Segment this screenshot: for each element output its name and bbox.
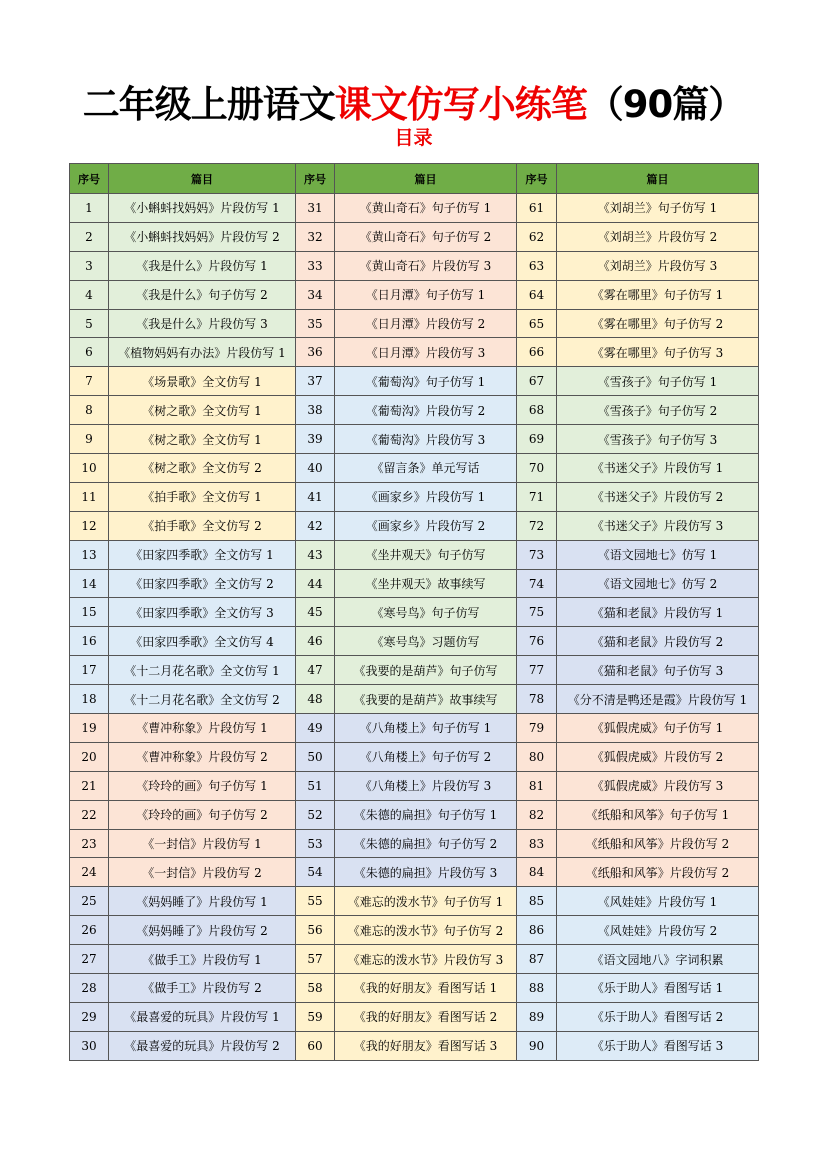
entry-number: 41 <box>296 482 335 511</box>
entry-title: 《猫和老鼠》片段仿写 2 <box>557 627 759 656</box>
table-row <box>70 858 759 887</box>
entry-title: 《纸船和风筝》片段仿写 2 <box>557 829 759 858</box>
entry-title: 《我是什么》句子仿写 2 <box>109 280 296 309</box>
entry-title: 《田家四季歌》全文仿写 2 <box>109 569 296 598</box>
table-row <box>70 1031 759 1060</box>
entry-number: 25 <box>70 887 109 916</box>
entry-number: 53 <box>296 829 335 858</box>
entry-title: 《乐于助人》看图写话 2 <box>557 1002 759 1031</box>
entry-title: 《日月潭》片段仿写 2 <box>335 309 517 338</box>
entry-number: 84 <box>517 858 557 887</box>
entry-title: 《葡萄沟》片段仿写 3 <box>335 425 517 454</box>
entry-title: 《树之歌》全文仿写 1 <box>109 396 296 425</box>
entry-number: 20 <box>70 742 109 771</box>
table-row <box>70 482 759 511</box>
table-row <box>70 540 759 569</box>
header-title: 篇目 <box>557 164 759 194</box>
entry-title: 《书迷父子》片段仿写 3 <box>557 511 759 540</box>
table-row <box>70 338 759 367</box>
entry-number: 63 <box>517 251 557 280</box>
table-row <box>70 916 759 945</box>
entry-number: 1 <box>70 194 109 223</box>
entry-title: 《我要的是葫芦》句子仿写 <box>335 656 517 685</box>
entry-title: 《书迷父子》片段仿写 2 <box>557 482 759 511</box>
title-tail: （90篇） <box>586 83 745 126</box>
entry-number: 30 <box>70 1031 109 1060</box>
table-row <box>70 742 759 771</box>
entry-title: 《做手工》片段仿写 1 <box>109 945 296 974</box>
entry-number: 87 <box>517 945 557 974</box>
toc-table <box>69 163 759 1061</box>
entry-title: 《雾在哪里》句子仿写 1 <box>557 280 759 309</box>
entry-title: 《我是什么》片段仿写 1 <box>109 251 296 280</box>
header-title: 篇目 <box>109 164 296 194</box>
entry-title: 《画家乡》片段仿写 1 <box>335 482 517 511</box>
entry-title: 《拍手歌》全文仿写 2 <box>109 511 296 540</box>
entry-title: 《寒号鸟》句子仿写 <box>335 598 517 627</box>
entry-number: 49 <box>296 714 335 743</box>
entry-number: 72 <box>517 511 557 540</box>
entry-number: 81 <box>517 771 557 800</box>
entry-number: 48 <box>296 685 335 714</box>
entry-number: 67 <box>517 367 557 396</box>
entry-number: 12 <box>70 511 109 540</box>
entry-number: 47 <box>296 656 335 685</box>
table-row <box>70 280 759 309</box>
entry-number: 64 <box>517 280 557 309</box>
entry-number: 70 <box>517 454 557 483</box>
entry-number: 54 <box>296 858 335 887</box>
entry-title: 《画家乡》片段仿写 2 <box>335 511 517 540</box>
header-num: 序号 <box>296 164 335 194</box>
entry-title: 《拍手歌》全文仿写 1 <box>109 482 296 511</box>
entry-title: 《坐井观天》故事续写 <box>335 569 517 598</box>
entry-title: 《小蝌蚪找妈妈》片段仿写 2 <box>109 222 296 251</box>
entry-number: 2 <box>70 222 109 251</box>
table-row <box>70 627 759 656</box>
entry-number: 22 <box>70 800 109 829</box>
entry-number: 62 <box>517 222 557 251</box>
entry-title: 《刘胡兰》句子仿写 1 <box>557 194 759 223</box>
entry-title: 《田家四季歌》全文仿写 3 <box>109 598 296 627</box>
entry-number: 50 <box>296 742 335 771</box>
entry-title: 《朱德的扁担》句子仿写 1 <box>335 800 517 829</box>
entry-number: 82 <box>517 800 557 829</box>
toc-subtitle: 目录 <box>394 127 433 149</box>
table-row <box>70 194 759 223</box>
entry-title: 《玲玲的画》句子仿写 1 <box>109 771 296 800</box>
entry-number: 90 <box>517 1031 557 1060</box>
entry-title: 《我的好朋友》看图写话 2 <box>335 1002 517 1031</box>
entry-number: 17 <box>70 656 109 685</box>
entry-number: 29 <box>70 1002 109 1031</box>
entry-title: 《难忘的泼水节》句子仿写 2 <box>335 916 517 945</box>
entry-number: 56 <box>296 916 335 945</box>
entry-title: 《一封信》片段仿写 2 <box>109 858 296 887</box>
entry-number: 55 <box>296 887 335 916</box>
entry-number: 60 <box>296 1031 335 1060</box>
entry-number: 44 <box>296 569 335 598</box>
table-row <box>70 945 759 974</box>
entry-number: 34 <box>296 280 335 309</box>
table-row <box>70 974 759 1003</box>
entry-number: 9 <box>70 425 109 454</box>
entry-title: 《留言条》单元写话 <box>335 454 517 483</box>
title-red: 课文仿写小练笔 <box>334 83 587 126</box>
entry-number: 57 <box>296 945 335 974</box>
table-row <box>70 656 759 685</box>
entry-title: 《难忘的泼水节》片段仿写 3 <box>335 945 517 974</box>
entry-number: 39 <box>296 425 335 454</box>
table-row <box>70 771 759 800</box>
entry-number: 13 <box>70 540 109 569</box>
entry-title: 《黄山奇石》句子仿写 2 <box>335 222 517 251</box>
entry-number: 36 <box>296 338 335 367</box>
entry-title: 《雪孩子》句子仿写 1 <box>557 367 759 396</box>
entry-title: 《纸船和风筝》句子仿写 1 <box>557 800 759 829</box>
entry-title: 《曹冲称象》片段仿写 1 <box>109 714 296 743</box>
table-row <box>70 511 759 540</box>
entry-number: 26 <box>70 916 109 945</box>
entry-number: 80 <box>517 742 557 771</box>
entry-title: 《狐假虎威》片段仿写 2 <box>557 742 759 771</box>
entry-title: 《我的好朋友》看图写话 1 <box>335 974 517 1003</box>
table-row <box>70 598 759 627</box>
entry-number: 19 <box>70 714 109 743</box>
entry-number: 77 <box>517 656 557 685</box>
entry-title: 《小蝌蚪找妈妈》片段仿写 1 <box>109 194 296 223</box>
entry-number: 46 <box>296 627 335 656</box>
table-row <box>70 829 759 858</box>
entry-number: 85 <box>517 887 557 916</box>
entry-number: 79 <box>517 714 557 743</box>
entry-title: 《做手工》片段仿写 2 <box>109 974 296 1003</box>
entry-number: 6 <box>70 338 109 367</box>
entry-number: 32 <box>296 222 335 251</box>
table-row <box>70 222 759 251</box>
table-row <box>70 685 759 714</box>
entry-title: 《书迷父子》片段仿写 1 <box>557 454 759 483</box>
entry-title: 《分不清是鸭还是霞》片段仿写 1 <box>557 685 759 714</box>
entry-number: 51 <box>296 771 335 800</box>
entry-title: 《我要的是葫芦》故事续写 <box>335 685 517 714</box>
title-black: 二年级上册语文 <box>82 83 335 126</box>
entry-number: 76 <box>517 627 557 656</box>
entry-number: 18 <box>70 685 109 714</box>
entry-title: 《葡萄沟》片段仿写 2 <box>335 396 517 425</box>
entry-number: 58 <box>296 974 335 1003</box>
entry-number: 74 <box>517 569 557 598</box>
entry-title: 《妈妈睡了》片段仿写 2 <box>109 916 296 945</box>
entry-title: 《语文园地八》字词积累 <box>557 945 759 974</box>
header-num: 序号 <box>70 164 109 194</box>
entry-title: 《雪孩子》句子仿写 3 <box>557 425 759 454</box>
entry-title: 《妈妈睡了》片段仿写 1 <box>109 887 296 916</box>
entry-title: 《乐于助人》看图写话 1 <box>557 974 759 1003</box>
table-row <box>70 425 759 454</box>
entry-number: 88 <box>517 974 557 1003</box>
entry-title: 《风娃娃》片段仿写 1 <box>557 887 759 916</box>
table-row <box>70 251 759 280</box>
entry-number: 59 <box>296 1002 335 1031</box>
entry-number: 24 <box>70 858 109 887</box>
entry-number: 37 <box>296 367 335 396</box>
entry-title: 《狐假虎威》片段仿写 3 <box>557 771 759 800</box>
table-row <box>70 367 759 396</box>
entry-title: 《植物妈妈有办法》片段仿写 1 <box>109 338 296 367</box>
entry-title: 《最喜爱的玩具》片段仿写 2 <box>109 1031 296 1060</box>
entry-number: 42 <box>296 511 335 540</box>
entry-title: 《语文园地七》仿写 1 <box>557 540 759 569</box>
entry-title: 《刘胡兰》片段仿写 3 <box>557 251 759 280</box>
table-row <box>70 800 759 829</box>
entry-number: 16 <box>70 627 109 656</box>
entry-number: 65 <box>517 309 557 338</box>
entry-title: 《难忘的泼水节》句子仿写 1 <box>335 887 517 916</box>
entry-title: 《语文园地七》仿写 2 <box>557 569 759 598</box>
entry-title: 《黄山奇石》片段仿写 3 <box>335 251 517 280</box>
entry-number: 4 <box>70 280 109 309</box>
entry-number: 66 <box>517 338 557 367</box>
entry-number: 23 <box>70 829 109 858</box>
entry-title: 《朱德的扁担》句子仿写 2 <box>335 829 517 858</box>
entry-title: 《葡萄沟》句子仿写 1 <box>335 367 517 396</box>
entry-number: 33 <box>296 251 335 280</box>
entry-number: 69 <box>517 425 557 454</box>
table-row <box>70 309 759 338</box>
header-title: 篇目 <box>335 164 517 194</box>
entry-number: 5 <box>70 309 109 338</box>
entry-number: 8 <box>70 396 109 425</box>
table-row <box>70 714 759 743</box>
table-row <box>70 1002 759 1031</box>
entry-title: 《玲玲的画》句子仿写 2 <box>109 800 296 829</box>
entry-title: 《十二月花名歌》全文仿写 2 <box>109 685 296 714</box>
table-row <box>70 887 759 916</box>
table-row <box>70 396 759 425</box>
table-row <box>70 454 759 483</box>
entry-title: 《寒号鸟》习题仿写 <box>335 627 517 656</box>
entry-number: 45 <box>296 598 335 627</box>
entry-number: 43 <box>296 540 335 569</box>
entry-number: 7 <box>70 367 109 396</box>
entry-title: 《黄山奇石》句子仿写 1 <box>335 194 517 223</box>
entry-title: 《雾在哪里》句子仿写 2 <box>557 309 759 338</box>
entry-title: 《朱德的扁担》片段仿写 3 <box>335 858 517 887</box>
entry-number: 28 <box>70 974 109 1003</box>
entry-number: 40 <box>296 454 335 483</box>
entry-number: 68 <box>517 396 557 425</box>
table-header-row <box>70 164 759 194</box>
entry-title: 《场景歌》全文仿写 1 <box>109 367 296 396</box>
entry-title: 《曹冲称象》片段仿写 2 <box>109 742 296 771</box>
entry-title: 《日月潭》句子仿写 1 <box>335 280 517 309</box>
entry-number: 61 <box>517 194 557 223</box>
entry-number: 14 <box>70 569 109 598</box>
table-row <box>70 569 759 598</box>
entry-number: 89 <box>517 1002 557 1031</box>
entry-number: 11 <box>70 482 109 511</box>
entry-title: 《八角楼上》句子仿写 1 <box>335 714 517 743</box>
entry-title: 《雾在哪里》句子仿写 3 <box>557 338 759 367</box>
entry-number: 10 <box>70 454 109 483</box>
entry-number: 73 <box>517 540 557 569</box>
entry-title: 《刘胡兰》片段仿写 2 <box>557 222 759 251</box>
entry-title: 《日月潭》片段仿写 3 <box>335 338 517 367</box>
entry-number: 35 <box>296 309 335 338</box>
entry-title: 《纸船和风筝》片段仿写 2 <box>557 858 759 887</box>
entry-title: 《坐井观天》句子仿写 <box>335 540 517 569</box>
entry-title: 《一封信》片段仿写 1 <box>109 829 296 858</box>
entry-title: 《八角楼上》片段仿写 3 <box>335 771 517 800</box>
entry-title: 《乐于助人》看图写话 3 <box>557 1031 759 1060</box>
entry-number: 83 <box>517 829 557 858</box>
entry-title: 《我的好朋友》看图写话 3 <box>335 1031 517 1060</box>
entry-title: 《狐假虎威》句子仿写 1 <box>557 714 759 743</box>
entry-title: 《雪孩子》句子仿写 2 <box>557 396 759 425</box>
entry-title: 《田家四季歌》全文仿写 4 <box>109 627 296 656</box>
entry-number: 86 <box>517 916 557 945</box>
entry-number: 52 <box>296 800 335 829</box>
entry-number: 15 <box>70 598 109 627</box>
entry-number: 38 <box>296 396 335 425</box>
entry-title: 《树之歌》全文仿写 2 <box>109 454 296 483</box>
entry-title: 《十二月花名歌》全文仿写 1 <box>109 656 296 685</box>
entry-title: 《猫和老鼠》句子仿写 3 <box>557 656 759 685</box>
entry-number: 78 <box>517 685 557 714</box>
header-num: 序号 <box>517 164 557 194</box>
entry-number: 75 <box>517 598 557 627</box>
entry-title: 《田家四季歌》全文仿写 1 <box>109 540 296 569</box>
entry-title: 《我是什么》片段仿写 3 <box>109 309 296 338</box>
entry-number: 27 <box>70 945 109 974</box>
entry-title: 《最喜爱的玩具》片段仿写 1 <box>109 1002 296 1031</box>
entry-number: 3 <box>70 251 109 280</box>
entry-title: 《猫和老鼠》片段仿写 1 <box>557 598 759 627</box>
entry-number: 21 <box>70 771 109 800</box>
entry-title: 《八角楼上》句子仿写 2 <box>335 742 517 771</box>
entry-title: 《风娃娃》片段仿写 2 <box>557 916 759 945</box>
document-title <box>0 74 827 128</box>
entry-number: 71 <box>517 482 557 511</box>
entry-title: 《树之歌》全文仿写 1 <box>109 425 296 454</box>
entry-number: 31 <box>296 194 335 223</box>
